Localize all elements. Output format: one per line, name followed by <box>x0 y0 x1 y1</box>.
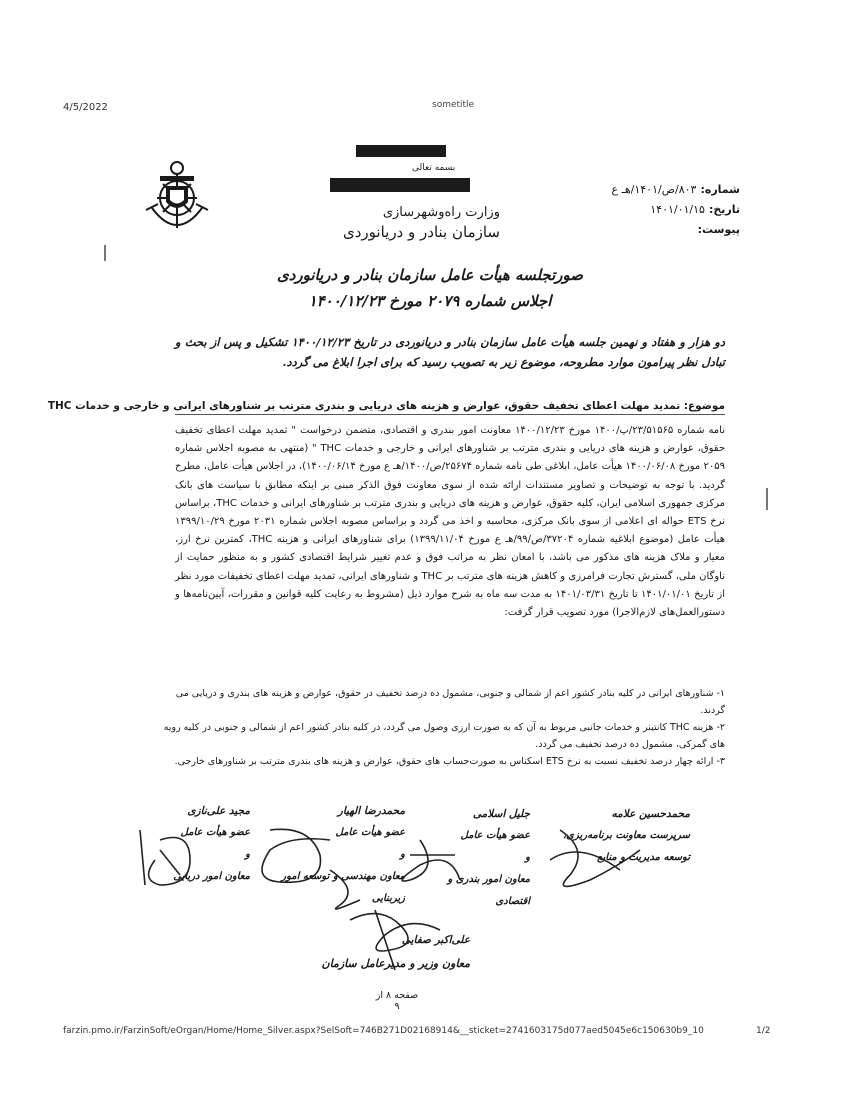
signatory-role: توسعه مدیریت و منابع <box>597 852 690 863</box>
signatory-name: علی‌اکبر صفایی <box>401 934 470 946</box>
signatory-role: عضو هیأت عامل <box>180 827 250 838</box>
signatory-role: عضو هیأت عامل <box>460 830 530 841</box>
ports-maritime-logo-icon <box>140 150 215 240</box>
scan-margin-mark <box>104 245 106 261</box>
page-number: صفحه ۸ از ۹ <box>375 990 419 1012</box>
signatory-role: و <box>400 849 405 860</box>
signatory-name: جلیل اسلامی <box>472 808 530 820</box>
resolution-item: ۲- هزینه THC کانتینر و خدمات جانبی مربوط به آن که به صورت ارزی وصول می گردد، در کلیه بنادر کشور اعم از شمالی و جنوبی در کلیه رویه های گمرکی، مشمول ده درصد تخفیف می گردد. <box>163 722 725 750</box>
print-url: farzin.pmo.ir/FarzinSoft/eOrgan/Home/Home_Silver.aspx?SelSoft=746B271D02168914&__sticket=2741603175d077aed5045e6c150630b9_10 <box>63 1026 704 1036</box>
letter-date-label: تاریخ: <box>708 203 740 216</box>
signatory-role: و <box>525 852 530 863</box>
letter-number: ۸۰۳/ص/۱۴۰۱/هـ ع <box>611 183 697 196</box>
subject-line: موضوع: تمدید مهلت اعطای تخفیف حقوق، عوارض و هزینه های دریایی و بندری مترتب بر شناورهای ایرانی و خارجی و خدمات THC <box>175 400 725 415</box>
signatory-role: سرپرست معاونت برنامه‌ریزی، <box>562 830 690 841</box>
letter-attachment-row <box>580 220 740 240</box>
title-line-1: صورتجلسه هیأت عامل سازمان بنادر و دریانوردی <box>276 266 584 284</box>
signatory-role: معاون وزیر و مدیرعامل سازمان <box>321 957 470 970</box>
signatory-name: مجید علی‌نازی <box>187 805 250 817</box>
print-page-count: 1/2 <box>756 1026 771 1036</box>
body-paragraph: نامه شماره ۲۳/۵۱۵۶۵/پ/۱۴۰۰ مورخ ۱۴۰۰/۱۲/۲۳ معاونت امور بندری و اقتصادی، متضمن درخواست " تمدید مهلت اعطای تخفیف حقوق، عوارض و هزینه های دریایی و بندری مترتب بر شناورهای ایرانی و خارجی و خدمات THC " (منتهی به مصوبه اجلاس شماره ۲۰۵۹ مورخ ۱۴۰۰/۰۶/۰۸ هیأت عامل، ابلاغی طی نامه شماره ۲۵۶۷۴/ص/۱۴۰۰/هـ ع مورخ ۱۴۰۰/۰۶/۱۴)، در اجلاس هیأت عامل، مطرح گردید. با توجه به توضیحات و تصاویر مستندات ارائه شده از سوی معاونت فوق الذکر مبنی بر اینکه مطابق با سیاست های بانک مرکزی جمهوری اسلامی ایران، کلیه حقوق، عوارض و هزینه های دریایی و بندری مترتب بر شناورهای ایرانی و خدمات THC، براساس نرخ ETS حواله ای اعلامی از سوی بانک مرکزی، محاسبه و اخذ می گردد و براساس مصوبه اجلاس شماره ۲۰۳۱ مورخ ۱۳۹۹/۱۰/۲۹ هیأت عامل (موضوع ابلاغیه شماره ۳۷۲۰۴/ص/۹۹/هـ ع مورخ ۱۳۹۹/۱۱/۰۴) برای شناورهای ایرانی و هزینه THC، کمترین نرخ ارز، معیار و ملاک هزینه های مذکور می باشد، با امعان نظر به مراتب فوق و عدم تغییر شرایط اقتصادی کشور و به منظور حمایت از ناوگان ملی، گسترش تجارت فرامرزی و کاهش هزینه های مترتب بر THC و شناورهای ایرانی، تمدید مهلت اعطای تخفیفات مورد نظر از تاریخ ۱۴۰۱/۰۱/۰۱ تا تاریخ ۱۴۰۱/۰۳/۳۱ به مدت سه ماه به شرح موارد ذیل (مشروط به رعایت کلیه قوانین و مقررات، آیین‌نامه‌ها و دستورالعمل‌های لازم‌الاجرا) مورد تصویب قرار گرفت: <box>175 425 726 619</box>
redaction-bar <box>330 178 470 192</box>
ministry-name: وزارت راه‌وشهرسازی <box>382 205 500 220</box>
letter-attachment-label: پیوست: <box>697 223 740 236</box>
signatory-role: معاون امور بندری و اقتصادی <box>447 874 530 907</box>
resolution-item: ۳- ارائه چهار درصد تخفیف نسبت به نرخ ETS اسکناس به صورت‌حساب های حقوق، عوارض و هزینه های بندری مترتب بر شناورهای خارجی. <box>174 756 725 767</box>
intro-paragraph: دو هزار و هفتاد و نهمین جلسه هیأت عامل سازمان بنادر و دریانوردی در تاریخ ۱۴۰۰/۱۲/۲۳ تشکیل و پس از بحث و تبادل نظر پیرامون موارد مطروحه، موضوع زیر به تصویب رسید که برای اجرا ابلاغ می گردد. <box>175 335 725 369</box>
signatory-role: معاون امور دریایی <box>173 871 250 882</box>
letter-meta <box>580 180 740 240</box>
ministry-block <box>330 205 500 241</box>
print-title: sometitle <box>432 100 475 110</box>
signatory-role: معاون مهندسی و توسعه امور زیربنایی <box>281 871 405 904</box>
letter-number-row <box>580 180 740 200</box>
signatory-role: عضو هیأت عامل <box>335 827 405 838</box>
scan-margin-mark <box>766 488 768 510</box>
resolution-items <box>160 685 725 770</box>
letter-date-row <box>580 200 740 220</box>
signature-block <box>130 800 250 888</box>
signature-block <box>255 800 405 910</box>
signatory-name: محمدحسین علامه <box>611 808 690 820</box>
letter-date: ۱۴۰۱/۰۱/۱۵ <box>650 203 705 216</box>
signature-block <box>410 803 530 913</box>
signatory-name: محمدرضا الهیار <box>337 805 405 817</box>
resolution-item: ۱- شناورهای ایرانی در کلیه بنادر کشور اعم از شمالی و جنوبی، مشمول ده درصد تخفیف در حقوق، عوارض و هزینه های بندری و دریایی می گردند. <box>175 688 725 716</box>
redaction-bar <box>356 145 446 157</box>
document-title <box>240 263 620 313</box>
basmala: بسمه تعالی <box>412 163 456 173</box>
title-line-2: اجلاس شماره ۲۰۷۹ مورخ ۱۴۰۰/۱۲/۲۳ <box>308 292 552 310</box>
signatory-role: و <box>245 849 250 860</box>
signature-block-director <box>320 928 470 976</box>
print-date: 4/5/2022 <box>63 102 108 113</box>
signature-block <box>540 803 690 869</box>
letter-number-label: شماره: <box>700 183 740 196</box>
organization-name: سازمان بنادر و دریانوردی <box>342 223 500 241</box>
